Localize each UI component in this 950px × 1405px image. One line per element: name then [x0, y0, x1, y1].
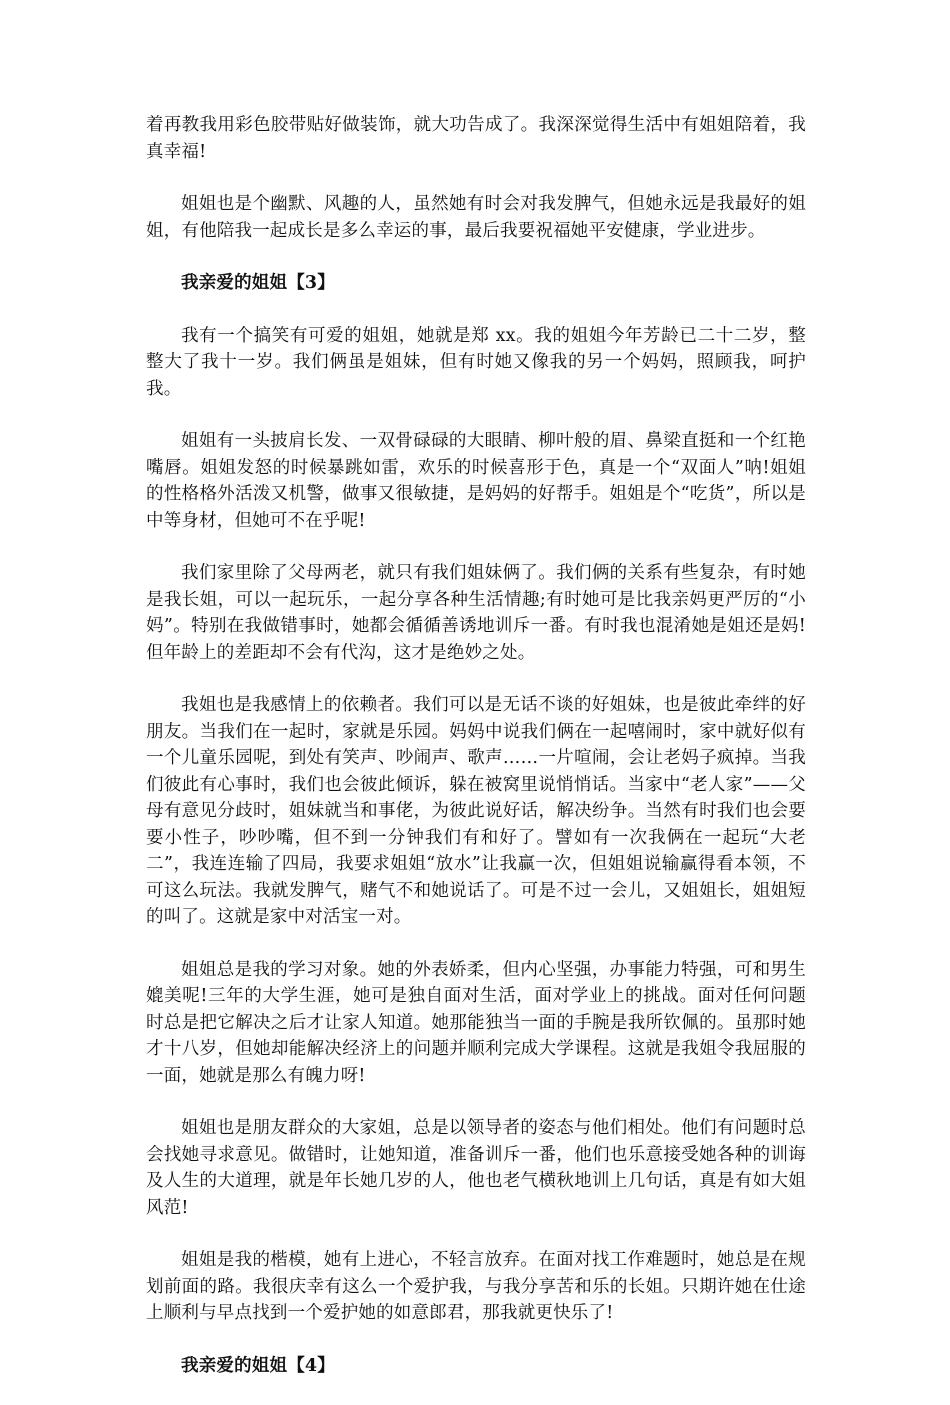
paragraph: 我们家里除了父母两老，就只有我们姐妹俩了。我们俩的关系有些复杂，有时她是我长姐，可以一起玩乐，一起分享各种生活情趣;有时她可是比我亲妈更严厉的“小妈”。特别在我做错事时，她都会循循善诱地训斥一番。有时我也混淆她是姐还是妈!但年龄上的差距却不会有代沟，这才是绝妙之处。	[146, 563, 806, 663]
paragraph: 姐姐也是个幽默、风趣的人，虽然她有时会对我发脾气，但她永远是我最好的姐姐，有他陪我一起成长是多么幸运的事，最后我要祝福她平安健康，学业进步。	[146, 194, 806, 241]
section-heading: 我亲爱的姐姐【4】	[181, 1355, 335, 1376]
paragraph: 姐姐总是我的学习对象。她的外表娇柔，但内心坚强，办事能力特强，可和男生媲美呢!三年的大学生涯，她可是独自面对生活，面对学业上的挑战。面对任何问题时总是把它解决之后才让家人知道。她那能独当一面的手腕是我所钦佩的。虽那时她才十八岁，但她却能解决经济上的问题并顺利完成大学课程。这就是我姐令我屈服的一面，她就是那么有魄力呀!	[146, 959, 806, 1086]
document-body	[146, 112, 806, 1405]
paragraph: 姐姐有一头披肩长发、一双骨碌碌的大眼睛、柳叶般的眉、鼻梁直挺和一个红艳嘴唇。姐姐发怒的时候暴跳如雷，欢乐的时候喜形于色，真是一个“双面人”呐!姐姐的性格格外活泼又机警，做事又很敏捷，是妈妈的好帮手。姐姐是个“吃货”，所以是中等身材，但她可不在乎呢!	[146, 431, 806, 531]
paragraph: 姐姐也是朋友群众的大家姐，总是以领导者的姿态与他们相处。他们有问题时总会找她寻求意见。做错时，让她知道，准备训斥一番，他们也乐意接受她各种的训诲及人生的大道理，就是年长她几岁的人，他也老气横秋地训上几句话，真是有如大姐风范!	[146, 1118, 806, 1218]
paragraph: 我姐也是我感情上的依赖者。我们可以是无话不谈的好姐妹，也是彼此牵绊的好朋友。当我们在一起时，家就是乐园。妈妈中说我们俩在一起嘻闹时，家中就好似有一个儿童乐园呢，到处有笑声、吵闹声、歌声……一片喧闹，会让老妈子疯掉。当我们彼此有心事时，我们也会彼此倾诉，躲在被窝里说悄悄话。当家中“老人家”——父母有意见分歧时，姐妹就当和事佬，为彼此说好话，解决纷争。当然有时我们也会要要小性子，吵吵嘴，但不到一分钟我们有和好了。譬如有一次我俩在一起玩“大老二”，我连连输了四局，我要求姐姐“放水”让我赢一次，但姐姐说输赢得看本领，不可这么玩法。我就发脾气，赌气不和她说话了。可是不过一会儿，又姐姐长，姐姐短的叫了。这就是家中对活宝一对。	[146, 695, 806, 927]
paragraph: 姐姐是我的楷模，她有上进心，不轻言放弃。在面对找工作难题时，她总是在规划前面的路。我很庆幸有这么一个爱护我，与我分享苦和乐的长姐。只期许她在仕途上顺利与早点找到一个爱护她的如意郎君，那我就更快乐了!	[146, 1250, 806, 1323]
section-heading: 我亲爱的姐姐【3】	[181, 273, 335, 293]
paragraph-continued: 着再教我用彩色胶带贴好做装饰，就大功告成了。我深深觉得生活中有姐姐陪着，我真幸福!	[146, 115, 806, 162]
paragraph: 我有一个搞笑有可爱的姐姐，她就是郑 xx。我的姐姐今年芳龄已二十二岁，整整大了我十一岁。我们俩虽是姐妹，但有时她又像我的另一个妈妈，照顾我，呵护我。	[146, 325, 806, 399]
